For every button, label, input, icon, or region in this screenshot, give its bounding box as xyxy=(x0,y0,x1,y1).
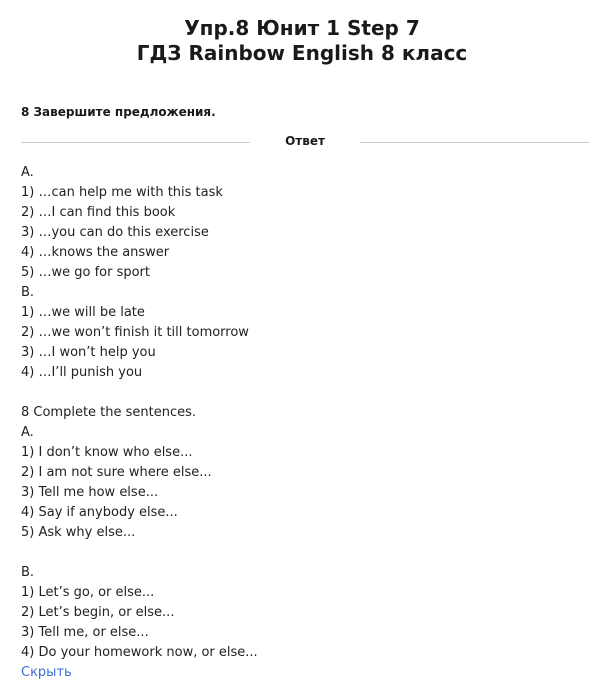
list-item: 1) …can help me with this task xyxy=(21,185,223,200)
section-heading: B. xyxy=(21,285,35,300)
divider-line-right xyxy=(360,142,589,143)
list-item: 2) …I can find this book xyxy=(21,205,176,220)
spacer xyxy=(21,543,258,563)
spacer xyxy=(21,383,258,403)
page-title-line-2: ГДЗ Rainbow English 8 класс xyxy=(136,41,468,65)
section-heading: A. xyxy=(21,165,34,180)
list-item: 1) Let’s go, or else... xyxy=(21,585,155,600)
answer-content xyxy=(21,163,258,683)
list-item: 3) …I won’t help you xyxy=(21,345,156,360)
list-item: 4) …knows the answer xyxy=(21,245,170,260)
page-title xyxy=(0,16,604,66)
english-task-heading: 8 Complete the sentences. xyxy=(21,405,197,420)
hide-link[interactable]: Скрыть xyxy=(21,665,72,680)
answer-divider xyxy=(21,132,589,152)
section-heading: B. xyxy=(21,565,35,580)
list-item: 4) Do your homework now, or else... xyxy=(21,645,258,660)
list-item: 5) …we go for sport xyxy=(21,265,151,280)
list-item: 2) I am not sure where else... xyxy=(21,465,212,480)
list-item: 3) Tell me how else... xyxy=(21,485,159,500)
list-item: 3) Tell me, or else... xyxy=(21,625,149,640)
list-item: 1) I don’t know who else... xyxy=(21,445,193,460)
list-item: 2) Let’s begin, or else... xyxy=(21,605,175,620)
section-heading: A. xyxy=(21,425,34,440)
list-item: 5) Ask why else... xyxy=(21,525,136,540)
page-title-line-1: Упр.8 Юнит 1 Step 7 xyxy=(184,16,420,40)
divider-line-left xyxy=(21,142,250,143)
list-item: 1) …we will be late xyxy=(21,305,145,320)
list-item: 4) Say if anybody else... xyxy=(21,505,178,520)
answer-label: Ответ xyxy=(285,134,325,148)
list-item: 2) …we won’t finish it till tomorrow xyxy=(21,325,249,340)
list-item: 4) …I’ll punish you xyxy=(21,365,143,380)
task-heading: 8 Завершите предложения. xyxy=(21,105,216,119)
list-item: 3) …you can do this exercise xyxy=(21,225,209,240)
